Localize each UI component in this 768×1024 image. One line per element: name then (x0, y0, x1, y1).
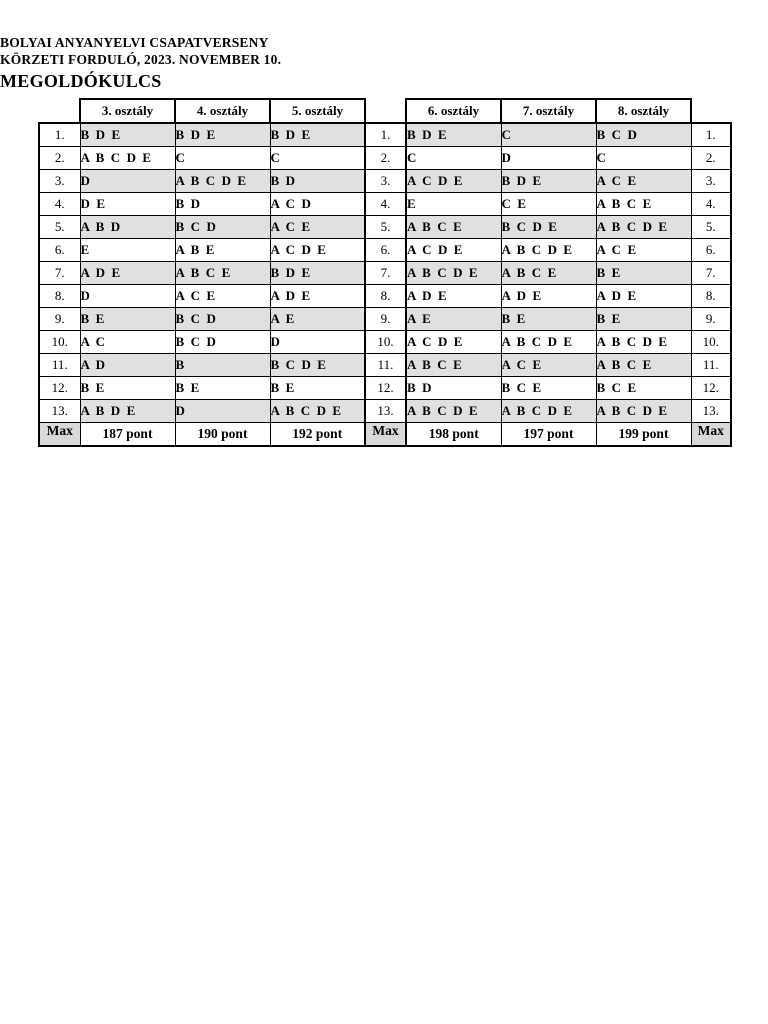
corner-cell (39, 99, 80, 123)
max-label: Max (39, 423, 80, 447)
answer-cell: A D E (80, 262, 175, 285)
question-number: 6. (691, 239, 731, 262)
question-number: 4. (691, 193, 731, 216)
answer-cell: A B C D E (406, 400, 501, 423)
answer-row (39, 285, 731, 308)
grade-header: 8. osztály (596, 99, 691, 123)
question-number: 2. (39, 147, 80, 170)
question-number: 5. (39, 216, 80, 239)
answer-cell: C (501, 123, 596, 147)
question-number: 13. (691, 400, 731, 423)
question-number: 11. (691, 354, 731, 377)
question-number: 1. (691, 123, 731, 147)
answer-cell: A B C D E (406, 262, 501, 285)
question-number: 12. (691, 377, 731, 400)
question-number: 1. (39, 123, 80, 147)
answer-cell: B E (175, 377, 270, 400)
question-number: 10. (365, 331, 406, 354)
answer-cell: A B E (175, 239, 270, 262)
question-number: 3. (691, 170, 731, 193)
question-number: 6. (365, 239, 406, 262)
grade-header: 6. osztály (406, 99, 501, 123)
grade-header: 5. osztály (270, 99, 365, 123)
answer-cell: C E (501, 193, 596, 216)
answer-cell: A B C E (596, 193, 691, 216)
answer-cell: D (501, 147, 596, 170)
answer-row (39, 331, 731, 354)
question-number: 8. (365, 285, 406, 308)
answer-cell: A D E (270, 285, 365, 308)
answer-row (39, 239, 731, 262)
answer-cell: B (175, 354, 270, 377)
competition-title: BOLYAI ANYANYELVI CSAPATVERSENY (0, 35, 269, 50)
question-number: 6. (39, 239, 80, 262)
grade-header: 3. osztály (80, 99, 175, 123)
answer-cell: B D (406, 377, 501, 400)
answer-cell: A B C E (596, 354, 691, 377)
answer-row (39, 262, 731, 285)
answer-row (39, 216, 731, 239)
answer-cell: C (596, 147, 691, 170)
question-number: 13. (365, 400, 406, 423)
answer-cell: B D (175, 193, 270, 216)
question-number: 5. (691, 216, 731, 239)
max-points: 198 pont (406, 423, 501, 447)
answer-cell: A B C D E (596, 331, 691, 354)
answer-cell: B E (80, 377, 175, 400)
max-points: 199 pont (596, 423, 691, 447)
answer-cell: A B C E (501, 262, 596, 285)
answer-key-table (38, 98, 732, 447)
answer-cell: A C E (596, 170, 691, 193)
answer-cell: A E (270, 308, 365, 331)
max-points-row (39, 423, 731, 447)
grade-header-row (39, 99, 731, 123)
question-number: 2. (691, 147, 731, 170)
answer-cell: B D E (501, 170, 596, 193)
answer-cell: A B C D E (80, 147, 175, 170)
answer-cell: B E (80, 308, 175, 331)
answer-cell: A D (80, 354, 175, 377)
answer-cell: A C (80, 331, 175, 354)
answer-cell: A B C D E (596, 216, 691, 239)
answer-cell: A B C D E (501, 239, 596, 262)
answer-cell: B C E (596, 377, 691, 400)
answer-cell: A B C E (406, 216, 501, 239)
question-number: 3. (39, 170, 80, 193)
question-number: 9. (39, 308, 80, 331)
answer-cell: B E (501, 308, 596, 331)
answer-cell: E (80, 239, 175, 262)
answer-cell: A E (406, 308, 501, 331)
question-number: 4. (365, 193, 406, 216)
answer-cell: A C D E (406, 239, 501, 262)
answer-key-title: MEGOLDÓKULCS (0, 71, 162, 91)
answer-cell: A B C D E (175, 170, 270, 193)
question-number: 11. (365, 354, 406, 377)
question-number: 9. (691, 308, 731, 331)
answer-cell: A C D E (406, 331, 501, 354)
answer-cell: C (175, 147, 270, 170)
question-number: 2. (365, 147, 406, 170)
question-number: 9. (365, 308, 406, 331)
question-number: 11. (39, 354, 80, 377)
question-number: 7. (39, 262, 80, 285)
answer-cell: B C D (175, 216, 270, 239)
answer-cell: B C E (501, 377, 596, 400)
answer-row (39, 193, 731, 216)
max-label: Max (691, 423, 731, 447)
question-number: 10. (39, 331, 80, 354)
answer-cell: D E (80, 193, 175, 216)
answer-cell: A B C E (175, 262, 270, 285)
max-label: Max (365, 423, 406, 447)
answer-cell: A C D (270, 193, 365, 216)
answer-cell: A C D E (406, 170, 501, 193)
answer-cell: B E (596, 308, 691, 331)
answer-cell: A C E (175, 285, 270, 308)
answer-row (39, 377, 731, 400)
answer-row (39, 354, 731, 377)
answer-cell: A B C D E (501, 331, 596, 354)
question-number: 10. (691, 331, 731, 354)
answer-cell: A B C D E (270, 400, 365, 423)
answer-cell: B E (270, 377, 365, 400)
answer-cell: B E (596, 262, 691, 285)
answer-cell: B C D E (270, 354, 365, 377)
question-number: 3. (365, 170, 406, 193)
answer-cell: B D E (270, 123, 365, 147)
max-points: 187 pont (80, 423, 175, 447)
answer-cell: B C D E (501, 216, 596, 239)
answer-cell: A B D E (80, 400, 175, 423)
answer-row (39, 147, 731, 170)
answer-cell: D (270, 331, 365, 354)
answer-cell: E (406, 193, 501, 216)
answer-cell: B C D (596, 123, 691, 147)
answer-cell: A D E (501, 285, 596, 308)
question-number: 12. (39, 377, 80, 400)
grade-header: 4. osztály (175, 99, 270, 123)
answer-row (39, 308, 731, 331)
corner-cell (691, 99, 731, 123)
answer-cell: A B C D E (501, 400, 596, 423)
answer-cell: B D E (80, 123, 175, 147)
answer-cell: A C E (501, 354, 596, 377)
max-points: 192 pont (270, 423, 365, 447)
answer-cell: B D E (270, 262, 365, 285)
answer-cell: A C E (596, 239, 691, 262)
answer-cell: B D E (175, 123, 270, 147)
question-number: 8. (691, 285, 731, 308)
max-points: 190 pont (175, 423, 270, 447)
question-number: 12. (365, 377, 406, 400)
gap-cell (365, 99, 406, 123)
answer-cell: A D E (406, 285, 501, 308)
answer-cell: D (80, 285, 175, 308)
answer-row (39, 400, 731, 423)
answer-cell: A B C E (406, 354, 501, 377)
answer-cell: B C D (175, 308, 270, 331)
answer-cell: C (270, 147, 365, 170)
answer-cell: C (406, 147, 501, 170)
answer-cell: B C D (175, 331, 270, 354)
question-number: 1. (365, 123, 406, 147)
answer-cell: B D (270, 170, 365, 193)
answer-cell: B D E (406, 123, 501, 147)
question-number: 8. (39, 285, 80, 308)
question-number: 4. (39, 193, 80, 216)
answer-cell: A D E (596, 285, 691, 308)
answer-cell: A C E (270, 216, 365, 239)
answer-cell: A C D E (270, 239, 365, 262)
question-number: 13. (39, 400, 80, 423)
question-number: 7. (691, 262, 731, 285)
answer-cell: D (80, 170, 175, 193)
question-number: 7. (365, 262, 406, 285)
answer-row (39, 170, 731, 193)
answer-cell: A B C D E (596, 400, 691, 423)
question-number: 5. (365, 216, 406, 239)
max-points: 197 pont (501, 423, 596, 447)
round-date: KÖRZETI FORDULÓ, 2023. NOVEMBER 10. (0, 52, 282, 67)
answer-cell: A B D (80, 216, 175, 239)
answer-cell: D (175, 400, 270, 423)
grade-header: 7. osztály (501, 99, 596, 123)
answer-row (39, 123, 731, 147)
